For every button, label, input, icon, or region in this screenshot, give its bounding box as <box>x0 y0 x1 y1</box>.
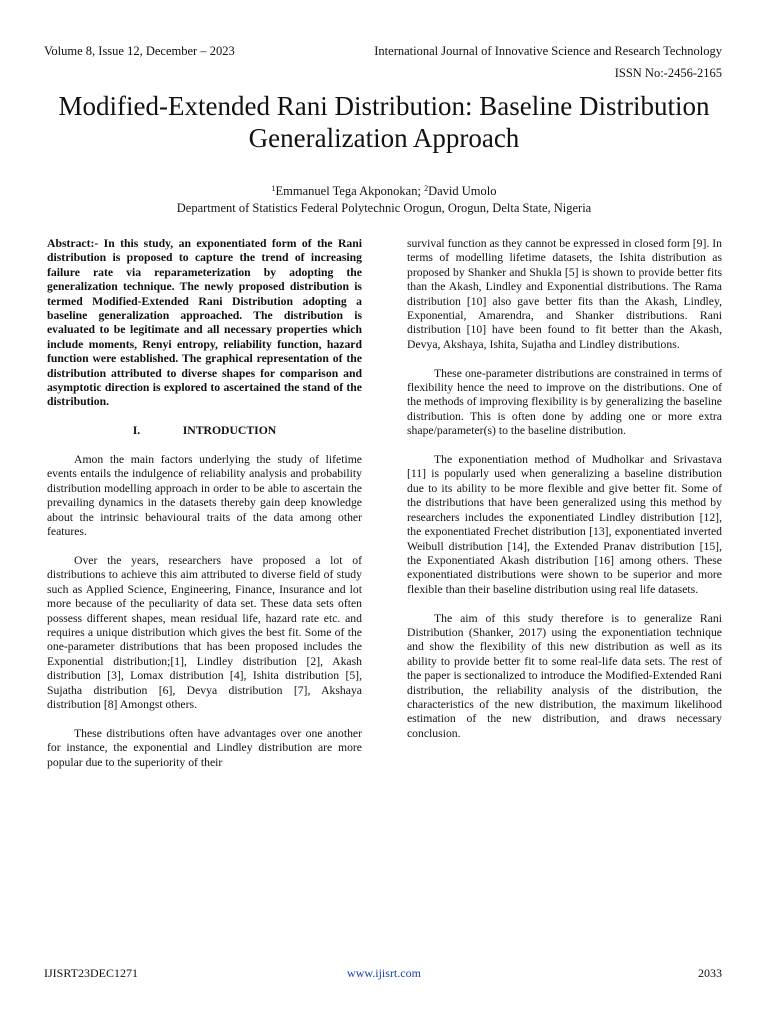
right-column <box>407 237 722 756</box>
paragraph: survival function as they cannot be expressed in closed form [9]. In terms of modelling lifetime datasets, the Ishita distribution as proposed by Shanker and Shukla [5] is shown to provide better fits than the Akash, Lindley and Exponential distributions. The Rama distribution [10] also gave better fits than the Akash, Lindley, Exponential, Amarendra, and Shanker distributions. Rani distribution [10] have been found to fit better than the Akash, Devya, Akshaya, Ishita, Sujatha and Lindley distributions. <box>407 237 722 351</box>
page-number: 2033 <box>698 966 722 980</box>
abstract: Abstract:- In this study, an exponentiated form of the Rani distribution is proposed to capture the trend of increasing failure rate via reparameterization by adopting the generalization technique. The newly proposed distribution is termed Modified-Extended Rani Distribution adopting a baseline generalization approached. The distribution is evaluated to be legitimate and all necessary properties which include moments, Renyi entropy, reliability function, hazard function were established. The graphical representation of the distribution attributed to diverse shapes for comparison and asymptotic direction is explored to ascertained the stand of the distribution. <box>47 237 362 409</box>
author2-superscript: 2 <box>424 184 429 193</box>
author2-name: David Umolo <box>428 184 497 198</box>
paragraph: Over the years, researchers have proposed a lot of distributions to achieve this aim attributed to diverse field of study such as Applied Science, Engineering, Finance, Insurance and lot more because of the peculiarity of data set. These data sets often possess different shapes, mean residual life, hazard rate etc. and requires a unique distribution which gives the best fit. Some of the one-parameter distributions that has been proposed includes the Exponential distribution;[1], Lindley distribution [2], Akash distribution [3], Lomax distribution [4], Ishita distribution [5], Sujatha distribution [6], Devya distribution [7], Akshaya distribution [8] Amongst others. <box>47 553 362 711</box>
paragraph: The exponentiation method of Mudholkar and Srivastava [11] is popularly used when generalizing a baseline distribution due to its ability to be more flexible and give better fit. Some of the distributions that have been generalized using this method by researchers includes the exponentiated Lindley distribution [12], the exponentiated Frechet distribution [13], exponentiated inverted Weibull distribution [14], the Extended Pranav distribution [15], the Exponentiated Akash distribution [16] among others. These exponentiated distributions were shown to be superior and more flexible than their baseline distribution using real life datasets. <box>407 453 722 596</box>
paragraph: The aim of this study therefore is to generalize Rani Distribution (Shanker, 2017) using the exponentiation technique and show the flexibility of this new distribution as well as its ability to provide better fit to some real-life data sets. The rest of the paper is sectionalized to introduce the Modified-Extended Rani distribution, the reliability analysis of the distribution, the characteristics of the new distribution, the maximum likelihood estimation of the new distribution, and draws necessary conclusion. <box>407 611 722 740</box>
author-line <box>40 180 728 200</box>
paper-code: IJISRT23DEC1271 <box>44 966 138 980</box>
section-title: INTRODUCTION <box>182 424 277 438</box>
left-column <box>47 237 362 784</box>
section-heading <box>47 424 362 438</box>
paragraph: These one-parameter distributions are constrained in terms of flexibility hence the need to improve on the distributions. One of the methods of improving flexibility is by generalizing the baseline distribution. This is often done by adding one or more extra shape/parameter(s) to the baseline distribution. <box>407 366 722 438</box>
paper-title: Modified-Extended Rani Distribution: Baseline Distribution Generalization Approach <box>58 91 710 153</box>
author-block <box>40 180 728 217</box>
journal-url-link[interactable]: www.ijisrt.com <box>347 966 421 980</box>
paragraph: These distributions often have advantages over one another for instance, the exponential and Lindley distribution are more popular due to the superiority of their <box>47 726 362 769</box>
affiliation: Department of Statistics Federal Polytechnic Orogun, Orogun, Delta State, Nigeria <box>176 201 592 215</box>
author1-name: Emmanuel Tega Akponokan; <box>275 184 425 198</box>
author1-superscript: 1 <box>271 184 276 193</box>
journal-volume: Volume 8, Issue 12, December – 2023 <box>44 44 235 58</box>
issn-number: ISSN No:-2456-2165 <box>614 66 722 80</box>
section-number: I. <box>132 424 141 438</box>
journal-name: International Journal of Innovative Science and Research Technology <box>374 44 722 58</box>
paragraph: Amon the main factors underlying the study of lifetime events entails the indulgence of reliability analysis and probability distribution modelling approach in order to be able to ascertain the prevailing dynamics in the datasets thereby gain deep knowledge about the intrinsic behavioural traits of the data among other features. <box>47 453 362 539</box>
